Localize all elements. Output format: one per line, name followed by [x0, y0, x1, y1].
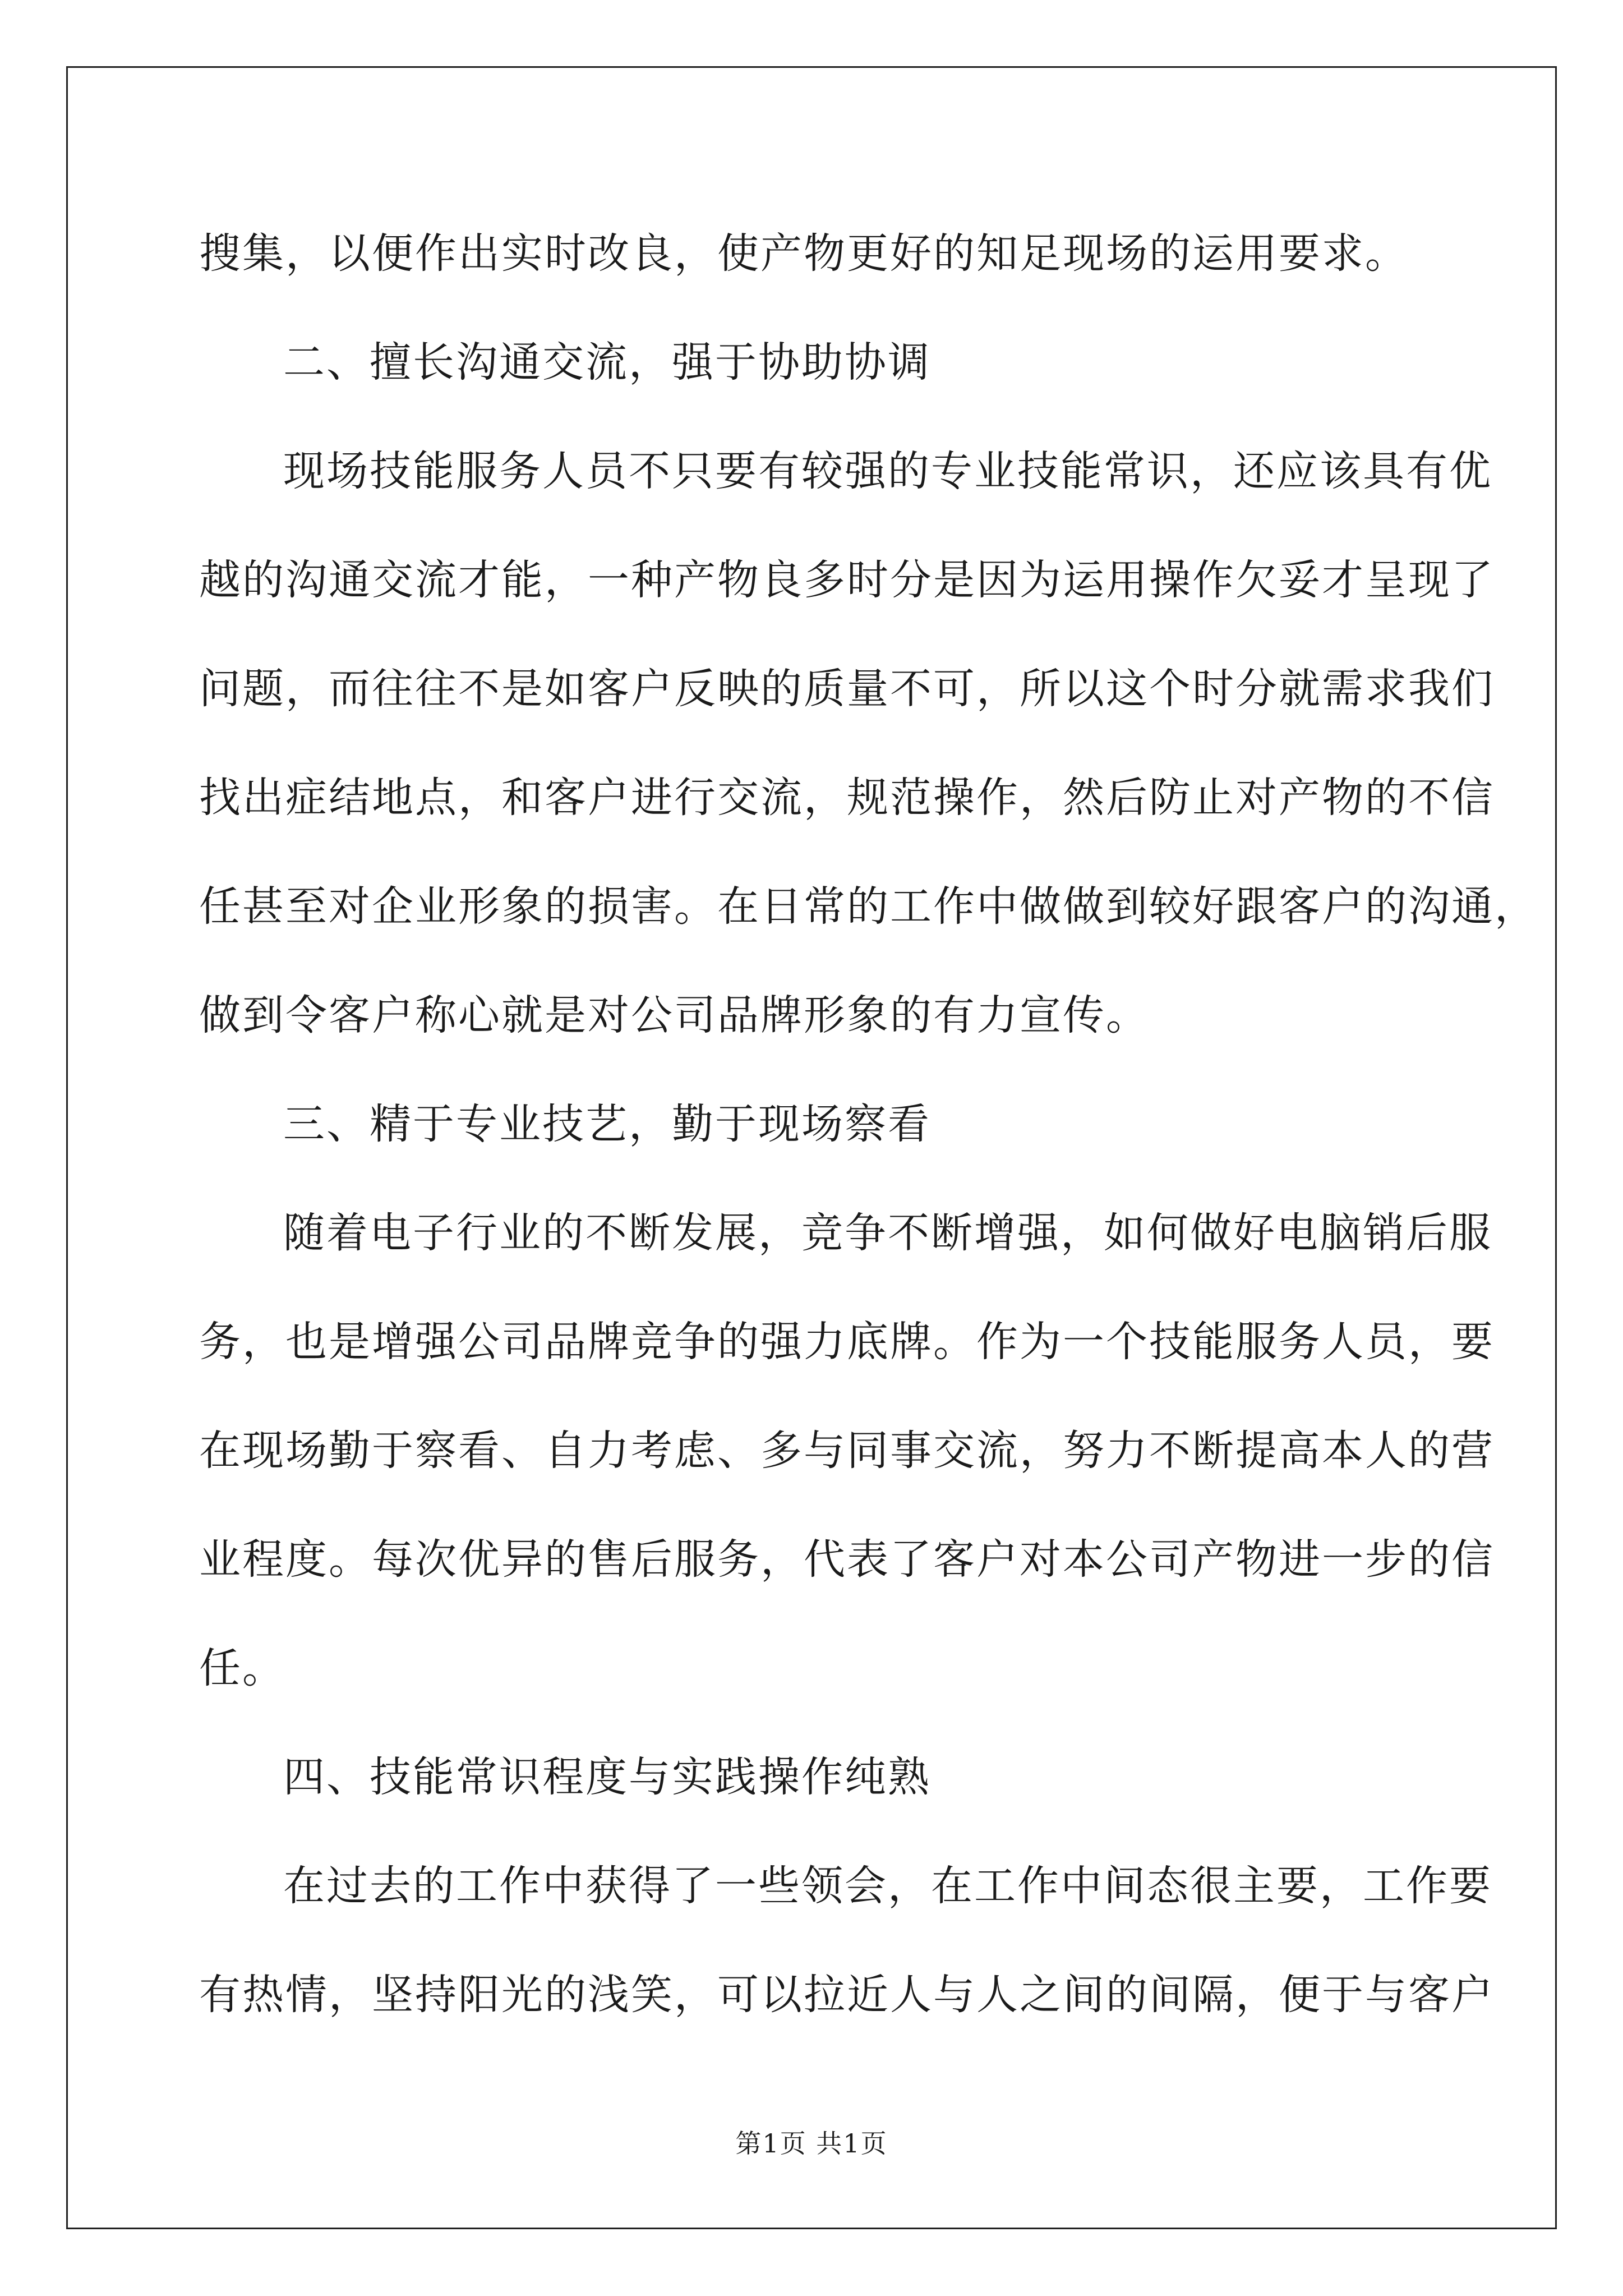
text-line: 任。: [199, 1644, 285, 1692]
text-line: 搜集，以便作出实时改良，使产物更好的知足现场的运用要求。: [199, 229, 1408, 278]
page-footer: [0, 2123, 1623, 2160]
text-line: 现场技能服务人员不只要有较强的专业技能常识，还应该具有优: [283, 447, 1492, 495]
section-heading: 二、擅长沟通交流，强于协助协调: [283, 338, 931, 386]
text-line: 问题，而往往不是如客户反映的质量不可，所以这个时分就需求我们: [199, 665, 1495, 713]
text-line: 找出症结地点，和客户进行交流，规范操作，然后防止对产物的不信: [199, 774, 1495, 822]
text-line: 做到令客户称心就是对公司品牌形象的有力宣传。: [199, 991, 1149, 1039]
section-heading: 三、精于专业技艺，勤于现场察看: [283, 1100, 931, 1148]
text-line: 业程度。每次优异的售后服务，代表了客户对本公司产物进一步的信: [199, 1535, 1495, 1584]
text-line: 随着电子行业的不断发展，竞争不断增强，如何做好电脑销后服: [283, 1209, 1492, 1257]
document-body: [199, 199, 1538, 2049]
text-line: 在现场勤于察看、自力考虑、多与同事交流，努力不断提高本人的营: [199, 1427, 1495, 1475]
text-line: 在过去的工作中获得了一些领会，在工作中间态很主要，工作要: [283, 1862, 1492, 1910]
section-heading: 四、技能常识程度与实践操作纯熟: [283, 1753, 931, 1801]
text-line: 任甚至对企业形象的损害。在日常的工作中做做到较好跟客户的沟通，: [199, 882, 1538, 931]
page-number: 第1页 共1页: [735, 2128, 888, 2159]
text-line: 越的沟通交流才能，一种产物良多时分是因为运用操作欠妥才呈现了: [199, 556, 1495, 604]
text-line: 务，也是增强公司品牌竞争的强力底牌。作为一个技能服务人员，要: [199, 1318, 1495, 1366]
text-line: 有热情，坚持阳光的浅笑，可以拉近人与人之间的间隔，便于与客户: [199, 1971, 1495, 2019]
